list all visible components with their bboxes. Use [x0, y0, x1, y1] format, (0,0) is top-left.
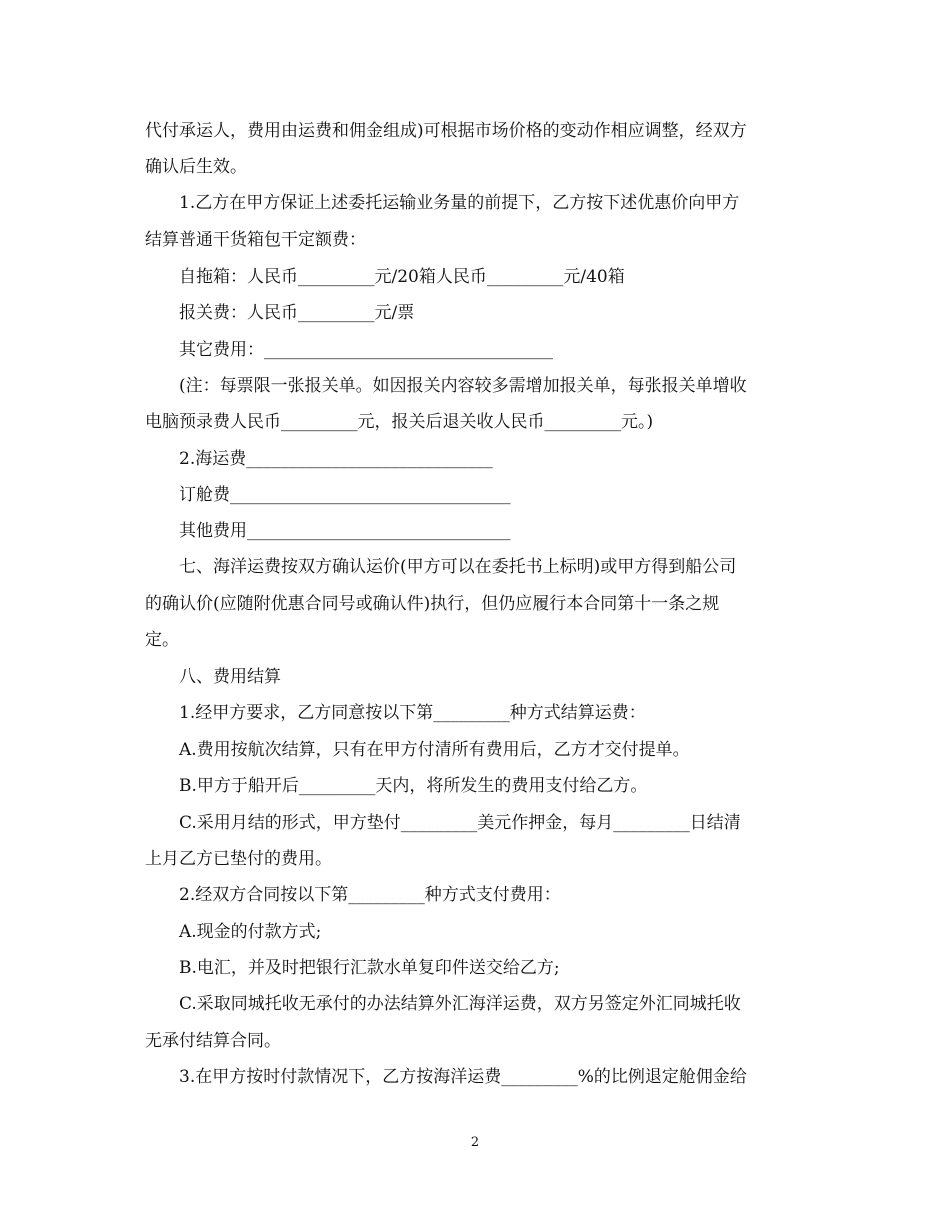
paragraph-line: C.采取同城托收无承付的办法结算外汇海洋运费，双方另签定外汇同城托收 — [179, 994, 741, 1014]
paragraph-line: 七、海洋运费按双方确认运价(甲方可以在委托书上标明)或甲方得到船公司 — [179, 557, 737, 577]
paragraph-line: A.费用按航次结算，只有在甲方付清所有费用后，乙方才交付提单。 — [179, 740, 690, 760]
paragraph-line: 1.乙方在甲方保证上述委托运输业务量的前提下，乙方按下述优惠价向甲方 — [179, 193, 740, 213]
paragraph-line: B.甲方于船开后_________天内，将所发生的费用支付给乙方。 — [179, 776, 648, 796]
paragraph-line: 确认后生效。 — [145, 157, 247, 177]
paragraph-line: 无承付结算合同。 — [145, 1031, 281, 1051]
paragraph-line: 自拖箱：人民币_________元/20箱人民币_________元/40箱 — [179, 267, 625, 287]
paragraph-line: 其它费用：__________________________________ — [179, 340, 553, 360]
paragraph-line: B.电汇，并及时把银行汇款水单复印件送交给乙方; — [179, 958, 560, 978]
paragraph-line: 结算普通干货箱包干定额费： — [145, 230, 366, 250]
paragraph-line: 1.经甲方要求，乙方同意按以下第_________种方式结算运费： — [179, 703, 646, 723]
paragraph-line: 报关费：人民币_________元/票 — [179, 303, 415, 323]
paragraph-line: 代付承运人，费用由运费和佣金组成)可根据市场价格的变动作相应调整，经双方 — [145, 121, 747, 141]
paragraph-line: C.采用月结的形式，甲方垫付_________美元作押金，每月_________日结清 — [179, 813, 741, 833]
paragraph-line: A.现金的付款方式; — [179, 922, 322, 942]
paragraph-line: 其他费用_______________________________ — [179, 521, 511, 541]
paragraph-line: 定。 — [145, 630, 179, 650]
paragraph-line: 上月乙方已垫付的费用。 — [145, 849, 332, 869]
page-number: 2 — [470, 1135, 480, 1150]
paragraph-line: (注：每票限一张报关单。如因报关内容较多需增加报关单，每张报关单增收 — [179, 376, 747, 396]
paragraph-line: 2.经双方合同按以下第_________种方式支付费用： — [179, 885, 561, 905]
paragraph-line: 3.在甲方按时付款情况下，乙方按海洋运费_________%的比例退定舱佣金给 — [179, 1067, 747, 1087]
section-heading: 八、费用结算 — [179, 667, 281, 687]
paragraph-line: 电脑预录费人民币_________元，报关后退关收人民币_________元。) — [145, 412, 654, 432]
paragraph-line: 订舱费_________________________________ — [179, 485, 511, 505]
paragraph-line: 的确认价(应随附优惠合同号或确认件)执行，但仍应履行本合同第十一条之规 — [145, 594, 720, 614]
paragraph-line: 2.海运费_____________________________ — [179, 449, 493, 469]
